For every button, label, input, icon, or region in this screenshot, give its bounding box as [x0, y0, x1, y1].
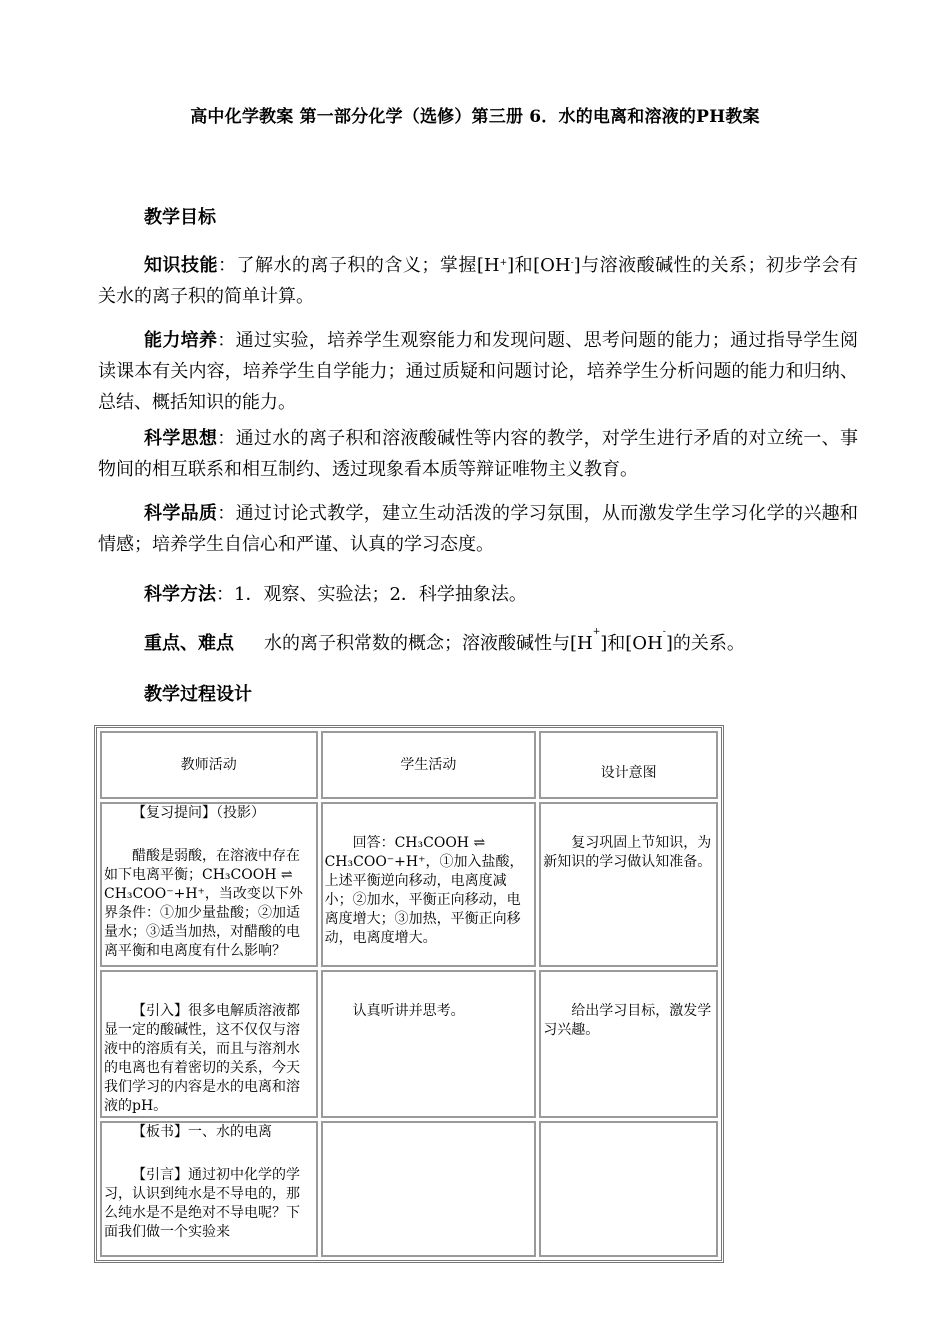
key-points-row	[144, 629, 745, 655]
table-row	[100, 1121, 718, 1257]
teacher-cell	[100, 970, 318, 1118]
header-teacher: 教师活动	[100, 731, 318, 799]
teacher-title: 【板书】一、水的电离	[132, 1124, 272, 1140]
student-cell	[321, 1121, 537, 1257]
oh-minus-sup: -	[662, 627, 666, 637]
key-points-label: 重点、难点	[144, 633, 234, 654]
h-plus-sup: +	[499, 258, 508, 268]
teacher-text: 【引入】很多电解质溶液都显一定的酸碱性，这不仅仅与溶液中的溶质有关，而且与溶剂水的电离也有着密切的关系，今天我们学习的内容是水的电离和溶液的pH。	[104, 1003, 300, 1114]
table-row	[100, 970, 718, 1118]
ability-paragraph	[98, 325, 858, 418]
quality-text: ：通过讨论式教学，建立生动活泼的学习氛围，从而激发学生学习化学的兴趣和情感；培养学生自信心和严谨、认真的学习态度。	[98, 503, 858, 555]
ability-label: 能力培养	[144, 330, 218, 351]
teacher-text: 醋酸是弱酸，在溶液中存在如下电离平衡；CH₃COOH ⇌ CH₃COO⁻+H⁺，当改变以下外界条件：①加少量盐酸；②加适量水；③适当加热，对醋酸的电离平衡和电离度有什么影响？	[104, 848, 303, 959]
design-text: 给出学习目标，激发学习兴趣。	[543, 1003, 712, 1038]
key-points-text-a: 水的离子积常数的概念；溶液酸碱性与[H	[264, 633, 593, 654]
method-row	[144, 580, 527, 606]
thought-paragraph	[98, 423, 858, 485]
ability-text: ：通过实验，培养学生观察能力和发现问题、思考问题的能力；通过指导学生阅读课本有关内容，培养学生自学能力；通过质疑和问题讨论，培养学生分析问题的能力和归纳、总结、概括知识的能力。	[98, 330, 858, 413]
design-cell	[539, 802, 718, 967]
teacher-title: 【复习提问】（投影）	[132, 805, 265, 821]
knowledge-text-c: ]与溶液酸碱性的关系；初步学会有关水的离子积的简单计算。	[98, 255, 859, 307]
h-plus-sup: +	[592, 627, 601, 637]
knowledge-text-a: ：了解水的离子积的含义；掌握[H	[217, 255, 500, 276]
teacher-cell	[100, 1121, 318, 1257]
student-cell	[321, 802, 537, 967]
table-header-row	[100, 731, 718, 799]
student-cell	[321, 970, 537, 1118]
process-heading: 教学过程设计	[144, 684, 252, 705]
knowledge-text-b: ]和[OH	[507, 255, 571, 276]
table-row	[100, 802, 718, 967]
method-label: 科学方法	[144, 584, 216, 605]
knowledge-label: 知识技能	[144, 255, 218, 276]
quality-label: 科学品质	[144, 503, 218, 524]
oh-minus-sup: -	[570, 258, 574, 268]
lesson-table	[94, 725, 724, 1263]
objectives-heading: 教学目标	[144, 207, 216, 228]
design-cell	[539, 970, 718, 1118]
student-text: 认真听讲并思考。	[352, 1003, 465, 1019]
quality-paragraph	[98, 498, 858, 560]
teacher-text: 【引言】通过初中化学的学习，认识到纯水是不导电的，那么纯水是不是绝对不导电呢？下面我们做一个实验来	[104, 1167, 300, 1240]
knowledge-paragraph	[98, 250, 858, 312]
thought-text: ：通过水的离子积和溶液酸碱性等内容的教学，对学生进行矛盾的对立统一、事物间的相互联系和相互制约、透过现象看本质等辩证唯物主义教育。	[98, 428, 858, 480]
thought-label: 科学思想	[144, 428, 218, 449]
design-text: 复习巩固上节知识，为新知识的学习做认知准备。	[543, 835, 712, 870]
header-design: 设计意图	[539, 731, 718, 799]
key-points-text-b: ]和[OH	[600, 633, 663, 654]
document-title: 高中化学教案 第一部分化学（选修）第三册 6．水的电离和溶液的PH教案	[190, 107, 760, 127]
student-text: 回答：CH₃COOH ⇌ CH₃COO⁻+H⁺，①加入盐酸，上述平衡逆向移动，电离度减小；②加水，平衡正向移动，电离度增大；③加热，平衡正向移动，电离度增大。	[324, 835, 524, 946]
method-text: ：1．观察、实验法；2．科学抽象法。	[216, 584, 527, 605]
header-student: 学生活动	[321, 731, 537, 799]
key-points-text-c: ]的关系。	[665, 633, 745, 654]
design-cell	[539, 1121, 718, 1257]
teacher-cell	[100, 802, 318, 967]
